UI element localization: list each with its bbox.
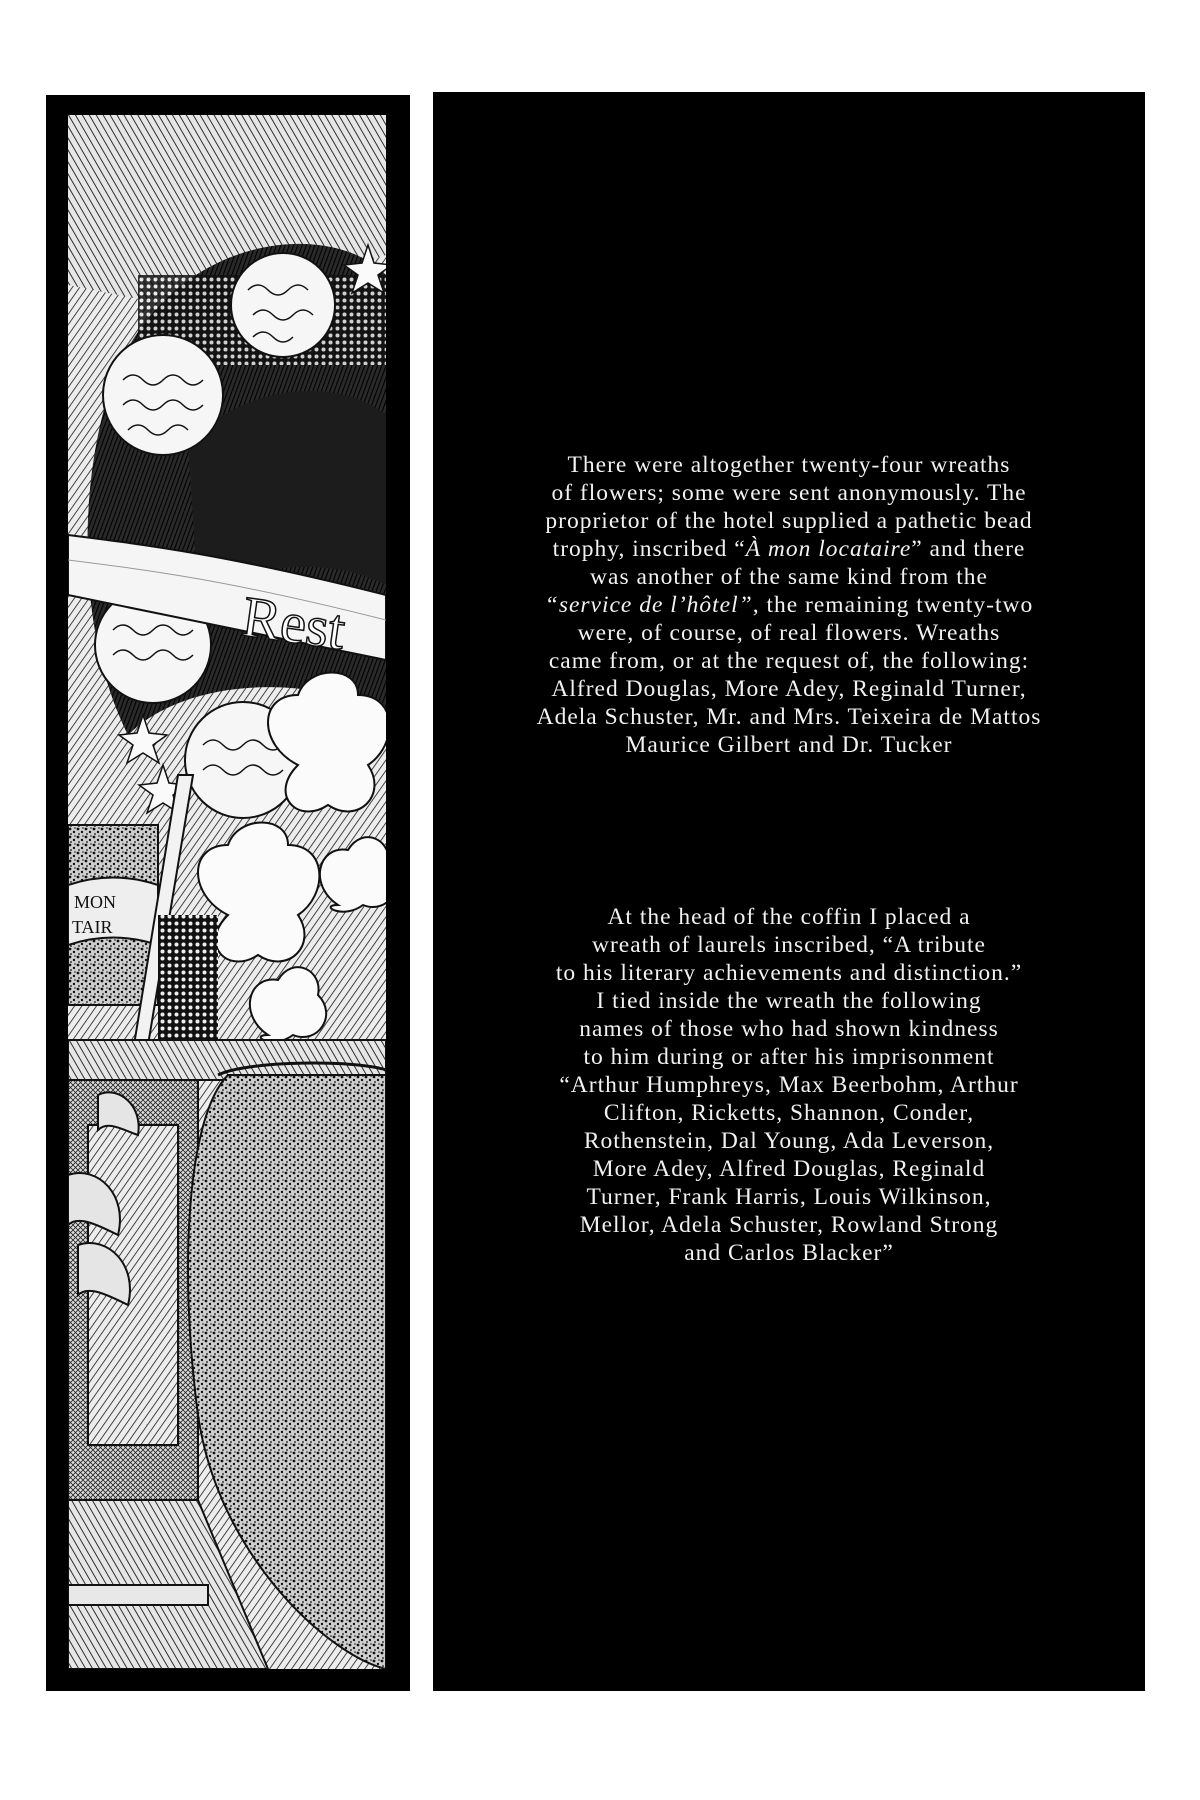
text-line: Clifton, Ricketts, Shannon, Conder, [603,1100,975,1126]
text-line: Mellor, Adela Schuster, Rowland Strong [579,1212,999,1238]
text-line: of flowers; some were sent anonymously. The [551,480,1027,506]
text-line [433,591,1145,619]
coffin-paragraph [433,903,1145,1267]
italic-text-segment: À mon locataire [745,536,912,562]
text-line: Maurice Gilbert and Dr. Tucker [625,732,953,758]
card-text-1: MON [74,892,117,912]
text-line: was another of the same kind from the [590,564,988,590]
wreaths-paragraph [433,451,1145,759]
text-segment: ” and there [911,536,1026,562]
text-line: Adela Schuster, Mr. and Mrs. Teixeira de Mattos [536,704,1042,730]
text-line: wreath of laurels inscribed, “A tribute [592,932,986,958]
text-line: Turner, Frank Harris, Louis Wilkinson, [586,1184,992,1210]
text-line [433,535,1145,563]
text-line: names of those who had shown kindness [579,1016,999,1042]
text-line: There were altogether twenty-four wreaths [567,452,1011,478]
text-line: At the head of the coffin I placed a [607,904,971,930]
text-line: Alfred Douglas, More Adey, Reginald Turner, [551,676,1027,702]
text-panel [433,92,1145,1691]
text-line: to him during or after his imprisonment [583,1044,995,1070]
card-text-2: TAIR [72,917,113,937]
text-line: “Arthur Humphreys, Max Beerbohm, Arthur [559,1072,1019,1098]
illustration-panel [46,95,410,1691]
banner-text: Rest [238,583,350,663]
text-line: I tied inside the wreath the following [596,988,982,1014]
text-line: Rothenstein, Dal Young, Ada Leverson, [583,1128,995,1154]
text-line: and Carlos Blacker” [684,1240,894,1266]
text-line: to his literary achievements and distinction.” [555,960,1023,986]
text-segment: , the remaining twenty-two [752,592,1034,618]
text-line: were, of course, of real flowers. Wreaths [577,620,1001,646]
text-line: More Adey, Alfred Douglas, Reginald [592,1156,986,1182]
text-segment: trophy, inscribed “ [552,536,746,562]
italic-text-segment: “service de l’hôtel” [544,592,753,618]
text-line: proprietor of the hotel supplied a pathetic bead [545,508,1033,534]
flower-wreath-illustration [68,115,386,1669]
text-line: came from, or at the request of, the following: [548,648,1030,674]
